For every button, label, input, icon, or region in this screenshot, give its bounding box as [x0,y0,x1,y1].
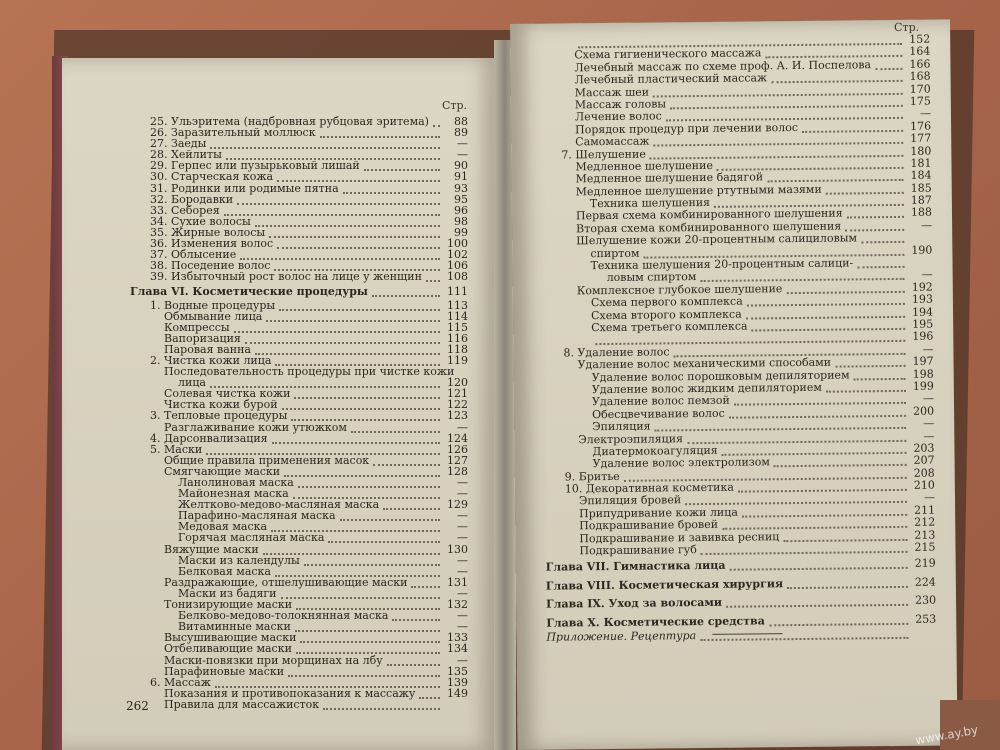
toc-entry [62,666,498,677]
toc-entry-title: Вапоризация [164,331,241,345]
right-page [510,19,958,750]
toc-entry-title: Первая схема комбинированного шелушения [575,206,843,223]
toc-page-number: 200 [913,404,935,418]
toc-entry-title: 37. Облысение [150,248,237,262]
toc-page-number: 134 [447,642,468,656]
toc-entry [62,216,498,227]
toc-entry [62,577,498,588]
toc-entry-title: 26. Заразительный моллюск [150,126,316,140]
toc-entry-title: Обмывание лица [164,309,263,323]
toc-page-number: 211 [914,503,936,517]
toc-entry-title: 1. Водные процедуры [150,298,276,312]
toc-entry-title: Лечение волос [574,109,662,124]
toc-entry [62,510,498,521]
toc-entry-title: Солевая чистка кожи [164,387,291,401]
toc-leader-dots [372,295,440,297]
toc-entry-title: 9. Бритье [564,469,620,484]
page-number: 262 [126,699,149,713]
toc-entry-title: Глава IX. Уход за волосами [546,595,723,611]
toc-page-number: — [457,476,468,489]
toc-leader-dots [858,266,905,268]
toc-entry-title: Удаление волос пемзой [591,394,730,409]
toc-entry-title: 36. Изменения волос [150,237,274,251]
toc-page-number: 177 [910,131,932,145]
toc-page-number: 121 [447,387,468,401]
toc-entry [62,544,498,555]
toc-page-number: 149 [447,686,468,700]
toc-entry-title: Удаление волос электролизом [592,455,770,471]
toc-page-number: 164 [909,44,931,59]
toc-entry-title: Техника шелушения [589,195,711,211]
toc-page-number: 185 [910,181,932,195]
toc-leader-dots [826,192,904,195]
toc-entry-title: лица [178,376,206,390]
toc-list-left [62,116,498,710]
toc-leader-dots [323,708,440,710]
toc-page-number: — [457,420,468,434]
toc-leader-dots [787,586,908,589]
toc-page-number: 210 [913,478,935,492]
toc-page-number: 99 [454,225,468,239]
toc-page-number: — [457,609,468,623]
toc-entry-title: Правила для массажисток [164,697,320,711]
toc-page-number: — [922,342,934,356]
toc-page-number: 95 [454,192,468,206]
toc-entry-title: Схема первого комплекса [590,294,743,310]
toc-entry-title: Парафино-масляная маска [178,509,336,523]
toc-page-number: 196 [912,329,934,344]
toc-page-number: 184 [910,168,932,183]
toc-page-number: 208 [913,466,935,480]
toc-page-number: 126 [447,442,468,456]
toc-entry [62,127,498,138]
toc-page-number: 195 [912,317,934,331]
toc-entry-title: Высушивающие маски [164,631,297,645]
toc-entry-title: Чистка кожи бурой [164,398,278,412]
toc-entry [62,249,498,260]
toc-entry-title: Эпиляция [592,419,651,434]
toc-entry-title: Схема гигиенического массажа [574,46,762,62]
toc-leader-dots [700,637,908,641]
toc-page-number: — [921,218,933,232]
toc-page-number: 130 [447,542,468,556]
toc-entry-title: Массаж шеи [574,85,650,99]
toc-entry [62,194,498,205]
toc-page-number: 188 [910,206,933,220]
toc-entry-title: 10. Декоративная косметика [564,480,734,496]
toc-entry-title: Лечебный массаж по схеме проф. А. И. Поспелова [574,58,872,75]
toc-entry-title: 32. Бородавки [150,192,234,206]
toc-entry-title: Майонезная маска [178,487,289,501]
toc-entry-title: Последовательность процедуры при чистке кожи [164,365,455,379]
page-column-label-right: Стр. [893,20,920,34]
toc-entry-title: 29. Герпес или пузырьковый лишай [150,159,360,173]
toc-entry-title: Глава VI. Косметические процедуры [130,285,368,299]
toc-entry [62,366,498,377]
toc-entry [62,271,498,282]
toc-page-number: 96 [454,203,468,217]
toc-page-number: 100 [447,237,468,251]
toc-page-number: 127 [447,453,468,467]
toc-entry-title: Горячая масляная маска [178,531,325,545]
toc-entry-title: 28. Хейлиты [150,148,222,162]
toc-entry-title: 3. Тепловые процедуры [150,409,288,423]
toc-page-number: 168 [909,69,931,83]
toc-entry-title: Подкрашивание губ [579,543,697,558]
toc-entry-title: Отбеливающие маски [164,642,292,656]
toc-page-number: 181 [910,156,932,170]
toc-page-number: 122 [447,398,468,412]
toc-leader-dots [726,604,908,608]
toc-page-number: — [923,416,935,430]
toc-entry-title: Компрессы [164,320,230,334]
toc-page-number: 129 [447,498,468,512]
toc-entry-title: 31. Родинки или родимые пятна [150,181,339,195]
toc-entry-title: Ланолиновая маска [178,476,294,489]
toc-entry [62,238,498,249]
toc-page-number: 106 [447,259,468,273]
toc-page-number: — [922,391,935,406]
toc-entry-title: 34. Сухие волосы [150,214,251,228]
toc-page-number: — [457,586,468,600]
toc-entry-title: Подкрашивание и завивка ресниц [579,529,780,545]
toc-entry-title: Удаление волос механическими способами [577,355,832,372]
toc-entry [62,160,498,171]
toc-page-number: — [457,487,468,501]
toc-page-number: 131 [447,575,468,589]
toc-leader-dots [826,390,906,393]
toc-entry-title: Маски-повязки при морщинах на лбу [164,653,383,667]
toc-entry-title: Вторая схема комбинированного шелушения [576,219,842,236]
toc-entry-title: 39. Избыточный рост волос на лице у женщин [150,270,422,284]
toc-page-number: — [457,148,468,162]
toc-entry-title: Самомассаж [575,134,650,149]
toc-entry-title: 7. Шелушение [561,147,646,161]
toc-page-number: 190 [911,243,933,257]
toc-entry [62,300,498,311]
toc-page-number: 187 [910,193,932,207]
toc-entry [62,388,498,399]
toc-entry-title: Обесцвечивание волос [592,406,725,421]
toc-page-number: 88 [454,115,468,128]
toc-entry-title: Массаж головы [574,97,667,112]
toc-page-number: — [457,520,468,534]
toc-page-number: 152 [909,32,931,46]
toc-page-number: — [457,509,468,523]
toc-page-number: 123 [447,409,468,423]
toc-page-number: 132 [447,598,468,612]
toc-entry-title: спиртом [590,246,640,260]
toc-page-number: 170 [909,82,931,96]
toc-page-number: 111 [447,285,468,299]
toc-entry-title: Лечебный пластический массаж [574,71,768,87]
toc-page-number: 180 [910,144,932,158]
toc-entry [62,171,498,182]
toc-entry [62,455,498,466]
toc-leader-dots [875,68,902,70]
toc-entry-title: Удаление волос жидким депиляторием [591,380,822,397]
toc-entry-title: Медленное шелушение бадягой [575,170,764,186]
toc-page-number: 90 [454,159,468,173]
toc-entry-title: 38. Поседение волос [150,259,271,273]
toc-entry-title: Раздражающие, отшелушивающие маски [164,575,408,589]
toc-page-number: — [457,553,468,567]
toc-page-number: 166 [909,57,931,71]
toc-entry-title: 5. Маски [150,442,203,456]
toc-page-number: — [923,491,936,505]
toc-page-number: 120 [447,376,468,390]
toc-entry-title: Общие правила применения масок [164,453,370,467]
watermark-text: www.ay.by [913,722,979,748]
toc-page-number: 119 [447,353,468,367]
toc-entry [62,322,498,333]
toc-entry-title: Схема второго комплекса [590,307,742,322]
toc-entry-title: Глава VII. Гимнастика лица [545,559,726,575]
toc-page-number: 192 [911,280,933,294]
toc-entry-title: Подкрашивание бровей [579,518,719,533]
toc-entry [62,643,498,654]
toc-page-number: 219 [914,556,936,571]
toc-leader-dots [836,365,906,368]
toc-entry-title: Витаминные маски [178,620,291,634]
toc-page-number: 198 [912,367,934,381]
toc-entry [62,205,498,216]
page-column-label: Стр. [442,99,468,112]
toc-entry-title: 27. Заеды [150,137,207,151]
toc-entry-title: ловым спиртом [606,270,697,285]
toc-page-number: — [457,531,468,545]
toc-page-number: — [921,268,933,282]
toc-entry [62,555,498,566]
toc-page-number: 118 [447,342,468,356]
toc-entry [62,183,498,194]
left-page [62,58,498,750]
toc-page-number: 89 [454,126,468,140]
toc-entry-title: Медленное шелушение ртутными мазями [575,182,822,199]
toc-page-number: 128 [447,464,468,478]
toc-entry [62,138,498,149]
toc-leader-dots [861,241,904,243]
toc-page-number: — [919,106,932,121]
toc-entry-title: Белково-медово-толокнянная маска [178,609,389,623]
toc-page-number: 215 [914,540,936,554]
toc-entry-title: Маски из бадяги [178,586,277,600]
toc-entry-title: Припудривание кожи лица [579,505,738,521]
toc-page-number: — [457,653,468,667]
toc-entry [62,433,498,444]
toc-chapter-entry [62,282,498,299]
toc-page-number: 139 [447,675,468,689]
toc-entry-title: Электроэпиляция [578,431,684,446]
toc-page-number: 133 [447,631,468,645]
toc-entry-title: Диатермокоагуляция [592,443,718,459]
toc-entry-title: Белковая маска [178,564,271,578]
toc-page-number: 203 [913,441,935,455]
toc-entry-title: 25. Ульэритема (надбровная рубцовая эритема) [150,115,429,128]
toc-entry-title: Медленное шелушение [575,158,714,174]
toc-page-number: 135 [447,664,468,678]
toc-entry-title: Глава VIII. Косметическая хирургия [545,576,784,593]
toc-page-number: 108 [447,270,468,284]
toc-page-number: 114 [447,309,468,323]
toc-entry-title: Маски из календулы [178,553,300,567]
toc-page-number: 91 [454,170,468,184]
toc-list-right [510,33,956,644]
toc-entry-title: 4. Дарсонвализация [150,431,268,445]
toc-page-number: 253 [915,612,937,626]
toc-page-number: — [457,137,468,151]
toc-page-number: 194 [911,305,934,319]
toc-entry-title: 6. Массаж [150,675,211,689]
toc-entry [62,333,498,344]
toc-leader-dots [847,216,904,219]
toc-page-number: 116 [447,331,468,345]
toc-entry-title: Глава X. Косметические средства [546,613,765,630]
toc-entry-title: Удаление волос порошковым депиляторием [591,368,850,384]
toc-page-number: 93 [454,181,468,195]
toc-entry [62,311,498,322]
toc-entry-title: Эпиляция бровей [578,493,682,508]
toc-entry [62,422,498,433]
toc-page-number: 102 [447,248,468,262]
toc-entry-title: Порядок процедур при лечении волос [575,120,799,137]
toc-entry-title: 30. Старческая кожа [150,170,274,184]
toc-page-number: 175 [909,94,931,108]
toc-page-number: — [457,564,468,578]
toc-entry [62,227,498,238]
toc-page-number: 213 [914,528,936,542]
toc-entry [62,532,498,543]
toc-page-number: — [923,429,935,443]
toc-leader-dots [854,377,906,380]
toc-entry-title: Смягчающие маски [164,464,281,478]
toc-entry-title: Разглаживание кожи утюжком [164,420,347,434]
toc-leader-dots [730,567,908,571]
toc-page-number: 176 [910,119,932,133]
toc-page-number: 113 [447,298,468,312]
toc-entry-title: Техника шелушения 20-процентным салици- [590,256,854,273]
toc-entry-title: 35. Жирные волосы [150,225,266,239]
toc-entry-title: 33. Себорея [150,203,220,217]
toc-page-number: — [457,620,468,634]
toc-page-number: 224 [914,575,936,589]
toc-entry [62,655,498,666]
toc-entry [62,344,498,355]
toc-page-number: 212 [914,515,936,530]
toc-entry-title: 8. Удаление волос [563,345,670,360]
toc-page-number: 197 [912,354,934,368]
toc-entry [62,410,498,421]
toc-page-number: 199 [912,379,934,393]
toc-page-number: 193 [911,292,933,307]
toc-entry-title: Медовая маска [178,520,268,534]
toc-page-number: 115 [447,320,468,334]
toc-entry-title: Парафиновые маски [164,664,285,678]
toc-entry-title: Паровая ванна [164,342,251,356]
toc-page-number: 230 [914,593,937,607]
toc-page-number: 98 [454,214,468,228]
toc-entry-title: Шелушение кожи 20-процентным салициловым [576,231,858,248]
toc-leader-dots [769,622,908,625]
toc-entry-title: Схема третьего комплекса [591,319,748,335]
toc-entry-title: Вяжущие маски [164,542,259,556]
toc-entry-title: Показания и противопоказания к массажу [164,686,416,700]
toc-entry-title: Желтково-медово-масляная маска [178,498,380,512]
toc-entry [516,627,956,644]
toc-entry-title: Комплексное глубокое шелушение [576,281,783,298]
toc-entry-title: Приложение. Рецептура [546,629,697,644]
toc-page-number: 207 [913,453,935,468]
toc-entry-title: 2. Чистка кожи лица [150,353,272,367]
toc-page-number: 124 [447,431,468,445]
toc-entry-title: Тонизирующие маски [164,598,293,612]
